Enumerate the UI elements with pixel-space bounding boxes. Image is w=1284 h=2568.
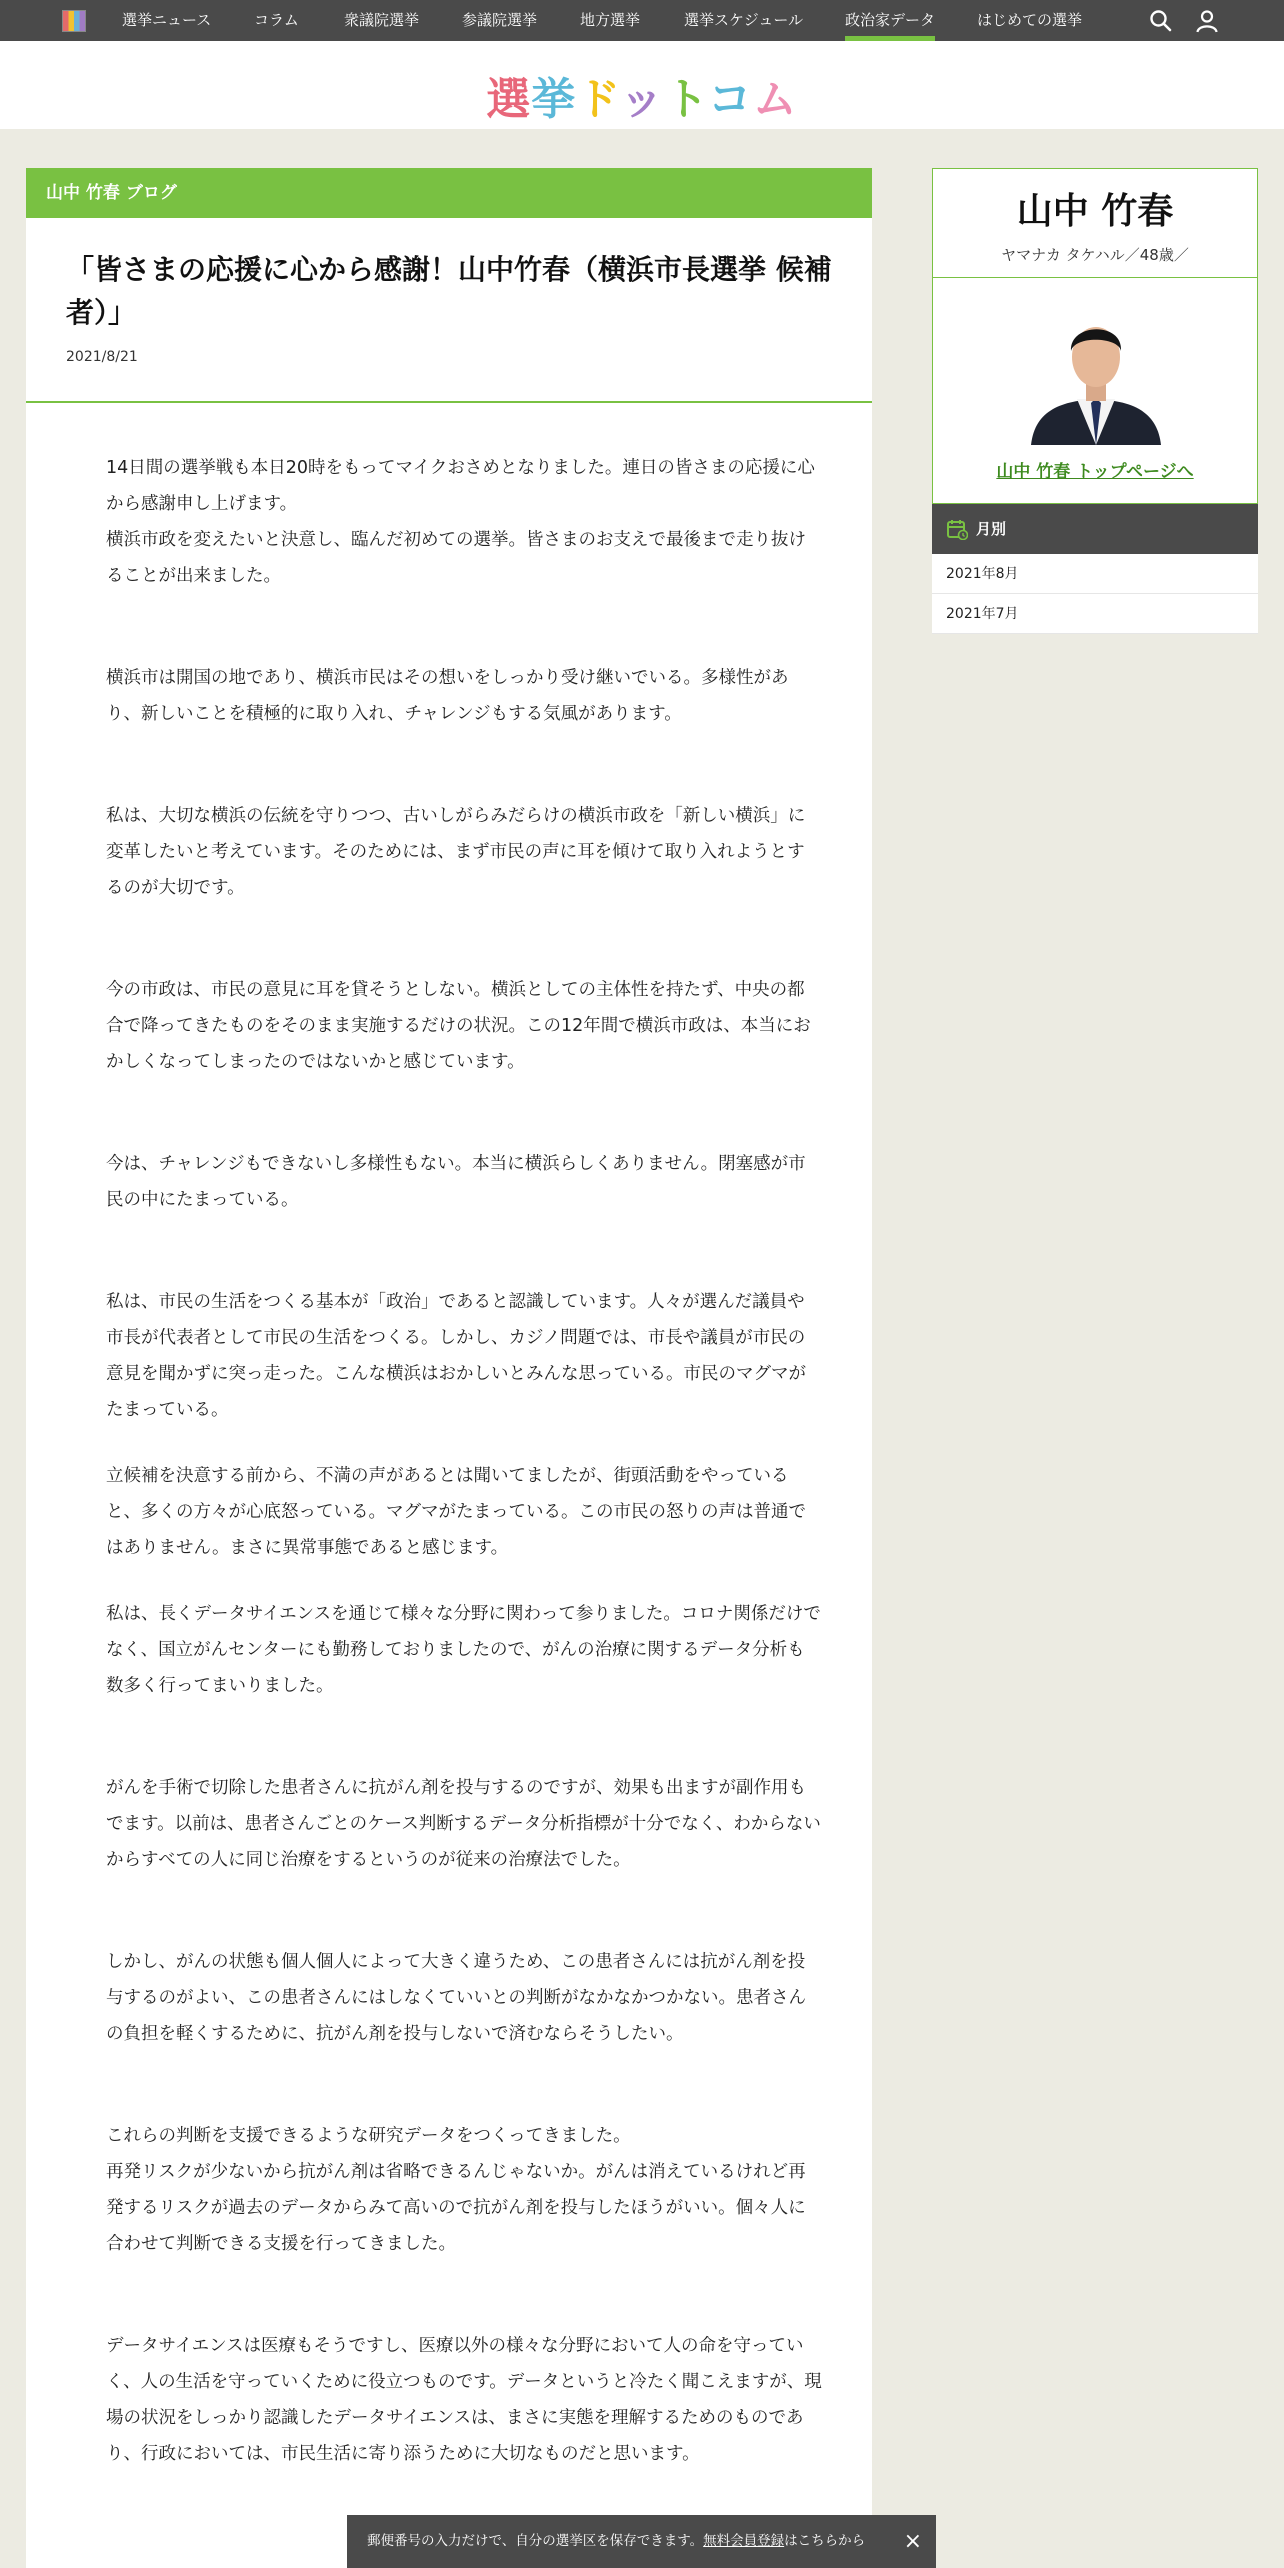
- article-paragraph: 私は、市民の生活をつくる基本が「政治」であると認識しています。人々が選んだ議員や市長が代表者として市民の生活をつくる。しかし、カジノ問題では、市長や議員が市民の意見を聞かずに突っ走った。こんな横浜はおかしいとみんな思っている。市民のマグマがたまっている。: [106, 1292, 806, 1420]
- article-paragraph: しかし、がんの状態も個人個人によって大きく違うため、この患者さんには抗がん剤を投与するのがよい、この患者さんにはしなくていいとの判断がなかなかつかない。患者さんの負担を軽くするために、抗がん剤を投与しないで済むならそうしたい。: [106, 1952, 806, 2044]
- post-date: 2021/8/21: [66, 349, 138, 365]
- site-header: [0, 41, 1284, 129]
- close-icon[interactable]: ×: [903, 2529, 922, 2554]
- article-paragraph: 私は、大切な横浜の伝統を守りつつ、古いしがらみだらけの横浜市政を「新しい横浜」に変革したいと考えています。そのためには、まず市民の声に耳を傾けて取り入れようとするのが大切です。: [106, 806, 806, 898]
- month-link[interactable]: 2021年7月: [932, 594, 1258, 634]
- politician-kana-age: ヤマナカ タケハル／48歳／: [1001, 246, 1189, 264]
- profile-divider: [933, 277, 1257, 278]
- nav-item-sangiin[interactable]: 参議院選挙: [462, 11, 538, 29]
- nav-item-news[interactable]: 選挙ニュース: [122, 11, 212, 29]
- toast-text-tail: はこちらから: [784, 2533, 866, 2549]
- nav-item-schedule[interactable]: 選挙スケジュール: [684, 11, 804, 29]
- post-title: 「皆さまの応援に心から感謝！山中竹春（横浜市長選挙 候補者）」: [66, 253, 832, 330]
- monthly-archive-label: 月別: [976, 520, 1007, 538]
- nav-item-shugiin[interactable]: 衆議院選挙: [344, 11, 420, 29]
- politician-name: 山中 竹春: [1016, 191, 1174, 232]
- user-icon[interactable]: [1194, 8, 1220, 34]
- article-paragraph: 私は、長くデータサイエンスを通じて様々な分野に関わって参りました。コロナ関係だけでなく、国立がんセンターにも勤務しておりましたので、がんの治療に関するデータ分析も数多く行ってまいりました。: [106, 1604, 821, 1696]
- article-paragraph: 14日間の選挙戦も本日20時をもってマイクおさめとなりました。連日の皆さまの応援に心から感謝申し上げます。 横浜市政を変えたいと決意し、臨んだ初めての選挙。皆さまのお支えで最後まで走り抜けることが出来ました。: [106, 458, 815, 586]
- profile-card: [932, 168, 1258, 504]
- article-panel: [26, 168, 872, 2568]
- nav-item-politician-data[interactable]: 政治家データ: [845, 0, 935, 41]
- nav-item-column[interactable]: コラム: [254, 11, 299, 29]
- article-paragraph: 今は、チャレンジもできないし多様性もない。本当に横浜らしくありません。閉塞感が市民の中にたまっている。: [106, 1154, 806, 1210]
- signup-link[interactable]: 無料会員登録: [703, 2533, 785, 2549]
- signup-toast: [347, 2515, 936, 2568]
- calendar-icon: [946, 518, 968, 540]
- politician-top-link[interactable]: 山中 竹春 トップページへ: [996, 462, 1194, 482]
- toast-text: 郵便番号の入力だけで、自分の選挙区を保存できます。: [367, 2533, 704, 2549]
- article-paragraph: これらの判断を支援できるような研究データをつくってきました。 再発リスクが少ないから抗がん剤は省略できるんじゃないか。がんは消えているけれど再発するリスクが過去のデータからみて高いので抗がん剤を投与したほうがいい。個々人に合わせて判断できる支援を行ってきました。: [106, 2126, 806, 2254]
- search-icon[interactable]: [1148, 8, 1174, 34]
- month-link[interactable]: 2021年8月: [932, 554, 1258, 594]
- site-logo-icon[interactable]: [62, 10, 86, 32]
- article-paragraph: 立候補を決意する前から、不満の声があるとは聞いてましたが、街頭活動をやっていると、多くの方々が心底怒っている。マグマがたまっている。この市民の怒りの声は普通ではありません。まさに異常事態であると感じます。: [106, 1466, 806, 1558]
- article-paragraph: 今の市政は、市民の意見に耳を貸そうとしない。横浜としての主体性を持たず、中央の都合で降ってきたものをそのまま実施するだけの状況。この12年間で横浜市政は、本当におかしくなってしまったのではないかと感じています。: [106, 980, 811, 1072]
- article-paragraph: データサイエンスは医療もそうですし、医療以外の様々な分野において人の命を守っていく、人の生活を守っていくために役立つものです。データというと冷たく聞こえますが、現場の状況をしっかり認識したデータサイエンスは、まさに実態を理解するためのものであり、行政においては、市民生活に寄り添うために大切なものだと思います。: [106, 2336, 822, 2464]
- top-nav: [0, 0, 1284, 41]
- politician-photo[interactable]: [1025, 299, 1167, 445]
- blog-label: 山中 竹春 ブログ: [26, 168, 872, 218]
- site-brand-logo[interactable]: 選挙ドットコム: [486, 74, 798, 125]
- nav-item-first-election[interactable]: はじめての選挙: [977, 11, 1083, 29]
- title-divider: [26, 401, 872, 403]
- article-paragraph: がんを手術で切除した患者さんに抗がん剤を投与するのですが、効果も出ますが副作用もでます。以前は、患者さんごとのケース判断するデータ分析指標が十分でなく、わからないからすべての人に同じ治療をするというのが従来の治療法でした。: [106, 1778, 821, 1870]
- monthly-archive-heading: [932, 504, 1258, 554]
- article-paragraph: 横浜市は開国の地であり、横浜市民はその想いをしっかり受け継いでいる。多様性があり、新しいことを積極的に取り入れ、チャレンジもする気風があります。: [106, 668, 789, 724]
- nav-item-local[interactable]: 地方選挙: [580, 11, 641, 29]
